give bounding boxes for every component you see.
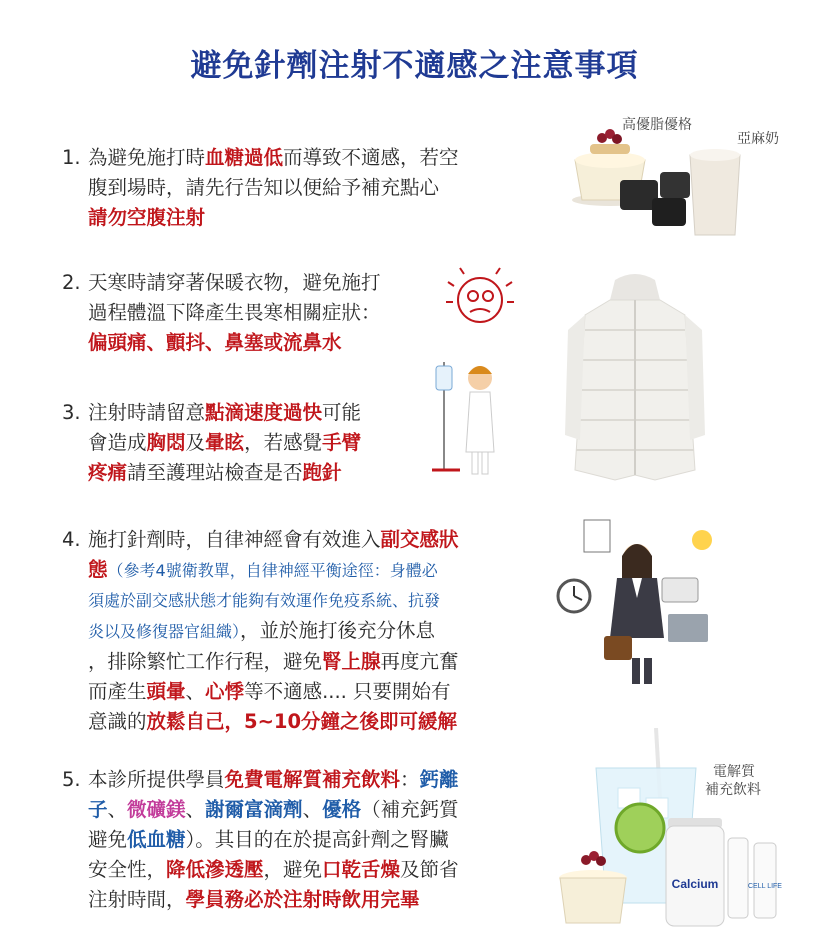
highlight-text: 學員務必於注射時飲用完畢 (185, 888, 420, 911)
item-number: 1. (62, 146, 81, 169)
notice-item-3 (62, 398, 418, 488)
notice-item-5 (62, 765, 538, 915)
text: 會造成 (88, 431, 147, 454)
caption-electrolyte-1: 電解質 (713, 764, 755, 780)
highlight-text: 胸悶 (146, 431, 186, 454)
highlight-text: 腎上腺 (322, 650, 381, 673)
yogurt-milk-illustration (560, 120, 760, 250)
highlight-text: 點滴速度過快 (205, 401, 323, 424)
highlight-text: 請勿空腹注射 (88, 206, 206, 229)
text: 請至護理站檢查是否 (127, 461, 303, 484)
notice-item-2 (62, 268, 448, 358)
caption-electrolyte-2: 補充飲料 (705, 782, 761, 798)
notice-item-1 (62, 143, 528, 233)
highlight-text: 暈眩 (205, 431, 245, 454)
text: ）。其目的在於提高針劑之腎臟 (185, 828, 449, 851)
text: 而產生 (88, 680, 147, 703)
highlight-text: 手臂 (322, 431, 362, 454)
text: 等不適感.... 只要開始有 (244, 680, 451, 703)
highlight-text: 疼痛 (88, 461, 128, 484)
item-number: 2. (62, 271, 81, 294)
text: 注射時請留意 (88, 401, 206, 424)
text: ，若感覺 (244, 431, 323, 454)
cell-life-label: CELL LIFE (748, 883, 782, 890)
text: 可能 (322, 401, 362, 424)
calcium-label: Calcium (671, 877, 719, 891)
page-title: 避免針劑注射不適感之注意事項 (190, 48, 639, 84)
text: 及 (185, 431, 206, 454)
text: 意識的 (88, 710, 147, 733)
highlight-text: 低血糖 (127, 828, 186, 851)
text: 為避免施打時 (88, 146, 206, 169)
item-number: 3. (62, 401, 81, 424)
caption-flax-milk: 亞麻奶 (737, 131, 779, 147)
text: 施打針劑時，自律神經會有效進入 (88, 528, 381, 551)
busy-office-worker-illustration (552, 518, 722, 688)
text: 、 (185, 680, 206, 703)
highlight-text: 子 (88, 798, 108, 821)
highlight-text: 微礦鎂 (127, 798, 186, 821)
highlight-text: 血糖過低 (205, 146, 284, 169)
reference-text: （參考4號衛教單，自律神經平衡途徑：身體必 (107, 561, 438, 580)
reference-text: 須處於副交感狀態才能夠有效運作免疫系統、抗發 (88, 591, 441, 610)
text: 過程體溫下降產生畏寒相關症狀： (88, 301, 381, 324)
highlight-text: 偏頭痛、顫抖、鼻塞或流鼻水 (88, 331, 342, 354)
item-number: 4. (62, 528, 81, 551)
text: ，並於施打後充分休息 (240, 619, 436, 642)
cold-person-icon (440, 262, 520, 334)
text: 及節省 (400, 858, 459, 881)
text: 而導致不適感，若空 (283, 146, 459, 169)
winter-coat-photo (560, 270, 710, 490)
highlight-text: 降低滲透壓 (166, 858, 264, 881)
highlight-text: 頭暈 (146, 680, 186, 703)
highlight-text: 優格 (322, 798, 362, 821)
highlight-text: 謝爾富滴劑 (205, 798, 303, 821)
reference-text: 炎以及修復器官組織） (88, 622, 241, 641)
highlight-text: 心悸 (205, 680, 245, 703)
text: 注射時間， (88, 888, 186, 911)
text: ，排除繁忙工作行程，避免 (88, 650, 323, 673)
highlight-text: 態 (88, 558, 108, 581)
highlight-text: 跑針 (302, 461, 342, 484)
electrolyte-drink-photo (548, 728, 788, 933)
text: 避免 (88, 828, 128, 851)
text: 、 (185, 798, 206, 821)
text: 安全性， (88, 858, 167, 881)
text: ，避免 (263, 858, 323, 881)
notice-item-4 (62, 525, 538, 737)
text: 再度亢奮 (380, 650, 459, 673)
highlight-text: 放鬆自己，5~10分鐘之後即可緩解 (146, 710, 458, 733)
nurse-iv-illustration (430, 352, 510, 482)
text: （補充鈣質 (361, 798, 459, 821)
highlight-text: 免費電解質補充飲料 (224, 768, 401, 791)
item-number: 5. (62, 768, 81, 791)
caption-yogurt: 高優脂優格 (622, 117, 692, 133)
text: 、 (302, 798, 323, 821)
highlight-text: 鈣離 (419, 768, 459, 791)
highlight-text: 口乾舌燥 (322, 858, 401, 881)
text: 天寒時請穿著保暖衣物，避免施打 (88, 271, 381, 294)
text: ： (400, 768, 420, 791)
text: 腹到場時，請先行告知以便給予補充點心 (88, 176, 440, 199)
text: 本診所提供學員 (88, 768, 225, 791)
text: 、 (107, 798, 128, 821)
highlight-text: 副交感狀 (380, 528, 459, 551)
